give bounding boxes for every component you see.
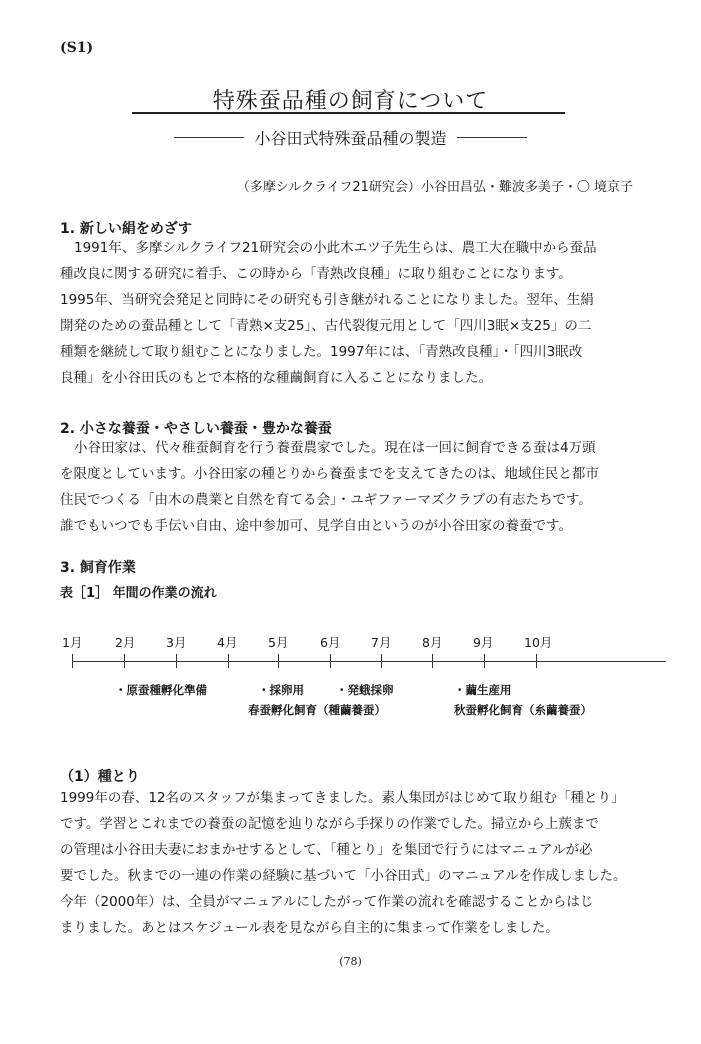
subtitle-text: 小谷田式特殊蚕品種の製造 — [254, 129, 447, 148]
text-line: 1999年の春、12名のスタッフが集まってきました。素人集団がはじめて取り組む「種とり」 — [60, 790, 625, 806]
month-label: 9月 — [473, 635, 494, 650]
text-line: 1991年、多摩シルクライフ21研究会の小此木エツ子先生らは、農工大在職中から蚕品 — [74, 240, 597, 256]
table-caption: 表［1］ 年間の作業の流れ — [60, 586, 217, 601]
session-code: (S1) — [60, 40, 94, 56]
subtitle — [0, 126, 701, 149]
text-line: 要でした。秋までの一連の作業の経験に基づいて「小谷田式」のマニュアルを作成しました。 — [60, 868, 627, 884]
timeline-months — [60, 633, 660, 651]
section-1-heading: 1. 新しい絹をめざす — [60, 221, 192, 237]
section-2-heading: 2. 小さな養蚕・やさしい養蚕・豊かな養蚕 — [60, 421, 332, 437]
month-label: 10月 — [524, 635, 553, 650]
text-line: 種改良に関する研究に着手、この時から「青熟改良種」に取り組むことになります。 — [60, 266, 572, 282]
subtitle-dash-left — [174, 137, 244, 138]
timeline-tick — [330, 654, 331, 668]
subtitle-dash-right — [457, 137, 527, 138]
text-line: 住民でつくる「由木の農業と自然を育てる会」・ユギファーマズクラブの有志たちです。 — [60, 492, 592, 508]
text-line: 開発のための蚕品種として「青熟×支25」、古代裂復元用として「四川3眠×支25」の二 — [60, 318, 592, 334]
month-label: 7月 — [371, 635, 392, 650]
section-1-body — [60, 235, 648, 391]
authors-line: （多摩シルクライフ21研究会）小谷田昌弘・難波多美子・〇 境京子 — [236, 180, 633, 195]
text-line: 小谷田家は、代々稚蚕飼育を行う養蚕農家でした。現在は一回に飼育できる蚕は4万頭 — [74, 440, 596, 456]
section-2-body — [60, 435, 648, 539]
timeline-tick — [536, 654, 537, 668]
text-line: 種類を継続して取り組むことになりました。1997年には、「青熟改良種」・「四川3眠改 — [60, 344, 583, 360]
timeline-label-autumn: 秋蚕孵化飼育（糸繭養蚕） — [454, 703, 592, 717]
timeline-axis — [72, 661, 666, 662]
timeline-label-pick: ・採卵用 — [258, 683, 304, 697]
timeline-label-cocoon: ・繭生産用 — [454, 683, 512, 697]
timeline-tick — [176, 654, 177, 668]
month-label: 5月 — [268, 635, 289, 650]
timeline-label-stock: ・原蚕種孵化準備 — [115, 683, 207, 697]
timeline-tick — [484, 654, 485, 668]
subsection-1-heading: （1）種とり — [60, 769, 140, 785]
page-number: (78) — [339, 955, 362, 968]
title-underline — [132, 112, 565, 114]
timeline-tick — [381, 654, 382, 668]
text-line: 今年（2000年）は、全員がマニュアルにしたがって作業の流れを確認することからはじ — [60, 894, 594, 910]
text-line: まりました。あとはスケジュール表を見ながら自主的に集まって作業をしました。 — [60, 920, 559, 936]
timeline-tick — [124, 654, 125, 668]
subsection-1-body — [60, 785, 648, 941]
timeline-label-spring: 春蚕孵化飼育（種繭養蚕） — [248, 703, 386, 717]
text-line: です。学習とこれまでの養蚕の記憶を辿りながら手探りの作業でした。掃立から上蔟まで — [60, 816, 599, 832]
timeline-tick — [228, 654, 229, 668]
section-3-heading: 3. 飼育作業 — [60, 560, 136, 576]
month-label: 6月 — [320, 635, 341, 650]
timeline-label-moth: ・発蛾採卵 — [336, 683, 394, 697]
timeline-tick — [72, 654, 73, 668]
text-line: を限度としています。小谷田家の種とりから養蚕までを支えてきたのは、地域住民と都市 — [60, 466, 599, 482]
text-line: 誰でもいつでも手伝い自由、途中参加可、見学自由というのが小谷田家の養蚕です。 — [60, 518, 572, 534]
month-label: 2月 — [115, 635, 136, 650]
text-line: 1995年、当研究会発足と同時にその研究も引き継がれることになりました。翌年、生絹 — [60, 292, 594, 308]
timeline-tick — [432, 654, 433, 668]
month-label: 4月 — [217, 635, 238, 650]
month-label: 8月 — [422, 635, 443, 650]
text-line: の管理は小谷田夫妻におまかせするとして、「種とり」を集団で行うにはマニュアルが必 — [60, 842, 593, 858]
month-label: 3月 — [166, 635, 187, 650]
page-title: 特殊蚕品種の飼育について — [212, 89, 489, 114]
text-line: 良種」を小谷田氏のもとで本格的な種繭飼育に入ることになりました。 — [60, 370, 492, 386]
month-label: 1月 — [62, 635, 83, 650]
timeline-tick — [278, 654, 279, 668]
